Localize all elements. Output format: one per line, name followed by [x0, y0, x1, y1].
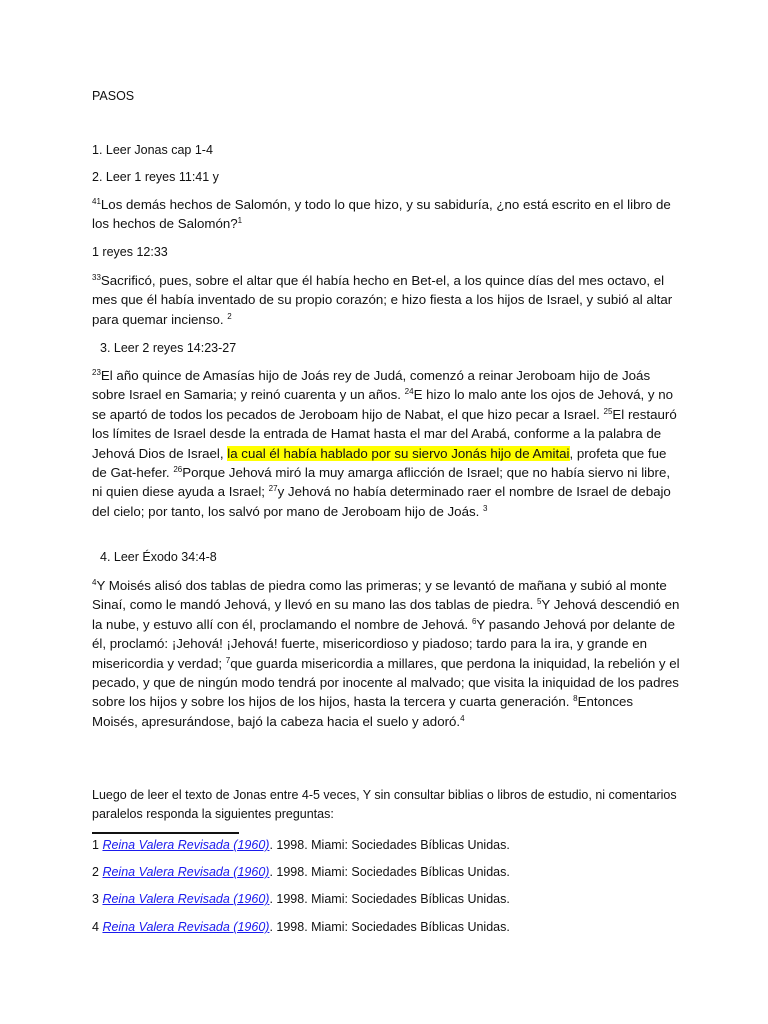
verse-text: Y pasando Jehová por delante de él, proclamó: ¡Jehová! ¡Jehová! fuerte, misericordioso y piadoso; tardo para la ira, y grande en misericordia y verdad;	[92, 616, 676, 671]
step-3: 3. Leer 2 reyes 14:23-27	[100, 341, 237, 355]
footnote-link[interactable]: Reina Valera Revisada (1960)	[102, 838, 270, 852]
verse-number: 24	[404, 387, 414, 397]
footnote-number: 3	[92, 892, 99, 906]
verse-text: Porque Jehová miró la muy amarga aflicción de Israel; que no había siervo ni libre, ni quien diese ayuda a Israel;	[92, 465, 671, 500]
verse-text: Los demás hechos de Salomón, y todo lo que hizo, y su sabiduría, ¿no está escrito en el libro de los hechos de Salomón?	[92, 197, 671, 232]
verse-text: Y Moisés alisó dos tablas de piedra como las primeras; y se levantó de mañana y subió al monte Sinaí, como le mandó Jehová, y llevó en su mano las dos tablas de piedra.	[92, 578, 667, 613]
verse-text: que guarda misericordia a millares, que perdona la iniquidad, la rebelión y el pecado, y que de ningún modo tendrá por inocente al malvado; que visita la iniquidad de los padres sobre los hijos y sobre los hijos de los hijos, hasta la tercera y cuarta generación.	[92, 655, 680, 710]
verse-text: El restauró los límites de Israel desde la entrada de Hamat hasta el mar del Arabá, conforme a la palabra de Jehová Dios de Israel,	[92, 406, 677, 461]
verse-text: El año quince de Amasías hijo de Joás rey de Judá, comenzó a reinar Jeroboam hijo de Joás sobre Israel en Samaria; y reinó cuarenta y un años.	[92, 368, 651, 403]
footnote-text: . 1998. Miami: Sociedades Bíblicas Unidas.	[269, 838, 510, 852]
footnote-3	[92, 890, 682, 909]
footnote-text: . 1998. Miami: Sociedades Bíblicas Unidas.	[269, 865, 510, 879]
footnote-link[interactable]: Reina Valera Revisada (1960)	[102, 865, 270, 879]
verse-number: 26	[173, 465, 183, 475]
footnote-ref[interactable]: 3	[483, 503, 488, 513]
verse-number: 33	[92, 273, 101, 282]
verse-number: 7	[225, 655, 231, 665]
verse-number: 25	[603, 406, 613, 416]
footnote-ref[interactable]: 2	[227, 311, 232, 321]
verse-number: 8	[573, 694, 578, 704]
instructions-paragraph: Luego de leer el texto de Jonas entre 4-5 veces, Y sin consultar biblias o libros de estudio, ni comentarios paralelos responda la siguientes preguntas:	[92, 788, 677, 821]
footnote-link[interactable]: Reina Valera Revisada (1960)	[102, 892, 270, 906]
verse-text: Sacrificó, pues, sobre el altar que él había hecho en Bet-el, a los quince días del mes octavo, el mes que él había inventado de su propio corazón; e hizo fiesta a los hijos de Israel, y subió al altar para quemar incienso.	[92, 273, 673, 327]
verse-text: Entonces Moisés, apresurándose, bajó la cabeza hacia el suelo y adoró.	[92, 694, 634, 729]
passage-2kings-14	[92, 366, 682, 521]
footnote-1	[92, 836, 682, 855]
footnote-link[interactable]: Reina Valera Revisada (1960)	[102, 920, 270, 934]
step-1: 1. Leer Jonas cap 1-4	[92, 143, 213, 157]
verse-number: 6	[471, 616, 477, 626]
footnote-number: 2	[92, 865, 99, 879]
verse-number: 41	[92, 197, 101, 206]
passage-exodus-34	[92, 576, 682, 731]
reference-1kings-12-33: 1 reyes 12:33	[92, 245, 168, 259]
verse-1kings-12-33	[92, 271, 682, 329]
footnote-4	[92, 918, 682, 937]
footnote-number: 4	[92, 920, 99, 934]
footnote-ref[interactable]: 4	[460, 713, 465, 723]
step-4: 4. Leer Éxodo 34:4-8	[100, 550, 217, 564]
verse-1kings-11-41	[92, 195, 682, 234]
verse-number: 4	[92, 578, 97, 587]
footnote-2	[92, 863, 682, 882]
highlighted-text: la cual él había hablado por su siervo Jonás hijo de Amitai	[227, 445, 570, 461]
verse-text: E hizo lo malo ante los ojos de Jehová, y no se apartó de todos los pecados de Jeroboam hijo de Nabat, el que hizo pecar a Israel.	[92, 387, 674, 422]
footnote-separator	[92, 832, 239, 834]
page-title: PASOS	[92, 89, 135, 103]
verse-number: 27	[268, 484, 278, 494]
step-2: 2. Leer 1 reyes 11:41 y	[92, 170, 219, 184]
verse-text: , profeta que fue de Gat-hefer.	[92, 445, 667, 481]
verse-number: 23	[92, 368, 101, 377]
footnote-text: . 1998. Miami: Sociedades Bíblicas Unidas.	[269, 920, 510, 934]
verse-text: Y Jehová descendió en la nube, y estuvo allí con él, proclamando el nombre de Jehová.	[92, 597, 680, 632]
footnote-ref[interactable]: 1	[237, 216, 243, 226]
verse-number: 5	[536, 597, 542, 607]
footnote-text: . 1998. Miami: Sociedades Bíblicas Unidas.	[269, 892, 510, 906]
footnote-number: 1	[92, 838, 99, 852]
verse-text: y Jehová no había determinado raer el nombre de Israel de debajo del cielo; por tanto, los salvó por mano de Jeroboam hijo de Joás.	[92, 484, 671, 519]
